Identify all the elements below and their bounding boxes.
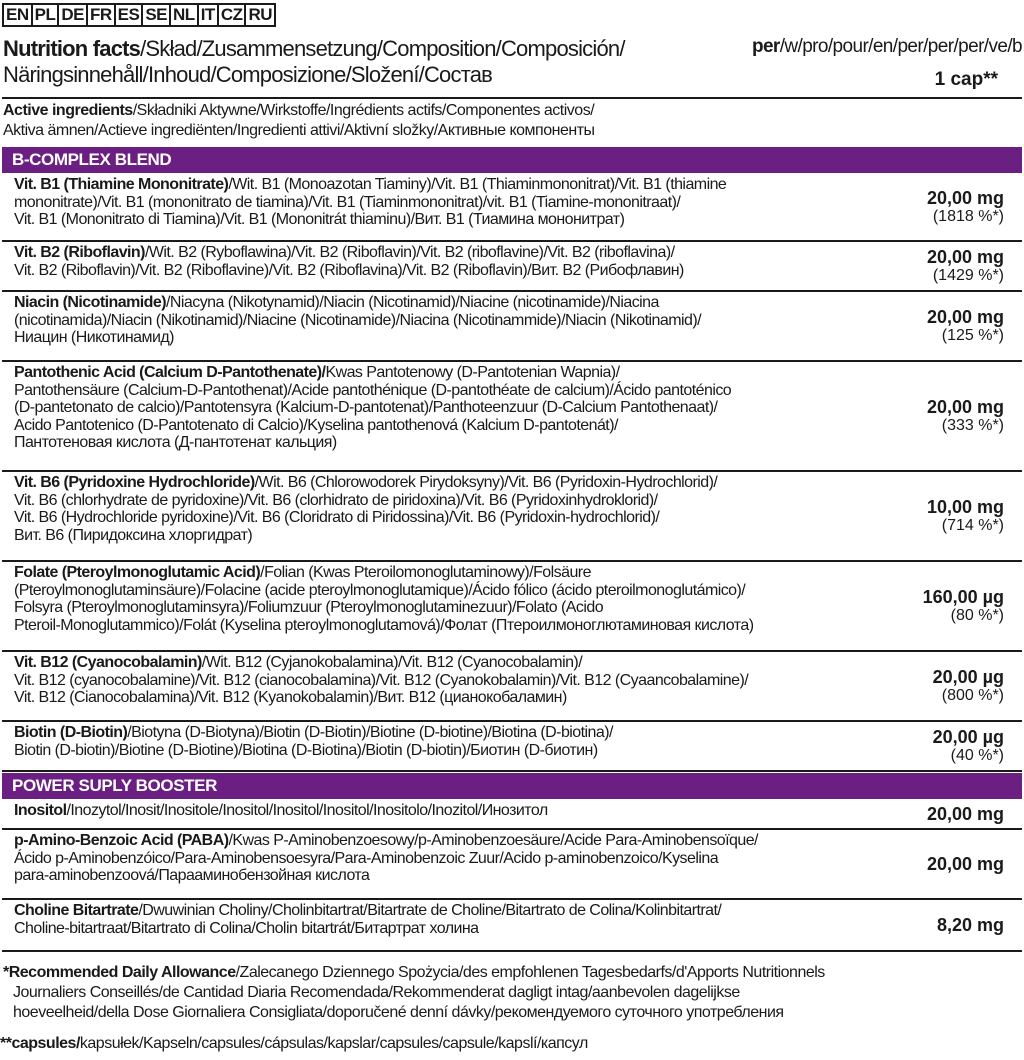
divider <box>2 97 1022 99</box>
footnote-bold: *Recommended Daily Allowance <box>3 964 236 981</box>
ingredient-name: Vit. B6 (Pyridoxine Hydrochloride) <box>14 474 255 491</box>
ingredient-translation: Vit. B1 (Mononitrato di Tiamina)/Vit. B1 (Mononitrát thiaminu)/Вит. B1 (Тиамина мононитрат) <box>14 211 625 228</box>
rda-percent: (714 %*) <box>941 517 1004 534</box>
ingredient-translation: Ácido p-Aminobenzóico/Para-Aminobensoesyra/Para-Aminobenzoic Zuur/Acido p-aminobenzoico/Kyselina <box>14 849 719 867</box>
ingredient-translation: para-aminobenzoová/Парааминобензойная кислота <box>14 867 370 884</box>
ingredient-text <box>14 244 894 279</box>
amount-value: 20,00 µg <box>932 727 1004 747</box>
ingredient-text <box>14 474 894 544</box>
rda-percent: (1429 %*) <box>932 267 1004 284</box>
ingredient-text <box>14 902 894 937</box>
section-band-b-complex: B-COMPLEX BLEND <box>2 147 1022 173</box>
amount-value: 20,00 µg <box>932 667 1004 687</box>
ingredient-translation: mononitrate)/Vit. B1 (mononitrato de tiamina)/Vit. B1 (Tiaminmononitrat)/vit. B1 (Tiamine-mononitraat)/ <box>14 193 681 211</box>
amount-value: 20,00 mg <box>926 397 1004 417</box>
ingredient-translation: Vit. B12 (Cianocobalamina)/Vit. B12 (Kyanokobalamin)/Вит. B12 (цианокобаламин) <box>14 689 567 706</box>
ingredient-text <box>14 564 894 634</box>
ingredient-translation: Pteroil-Monoglutammico)/Folát (Kyselina pteroylmonoglutamová)/Фолат (Птероилмоноглютаминовая кислота) <box>14 616 754 634</box>
ingredient-row <box>2 562 1022 652</box>
ingredient-row <box>2 830 1022 900</box>
amount-cell <box>937 915 1004 935</box>
footnote-rda <box>3 963 1018 1023</box>
footnote-line1: /Zalecanego Dziennego Spożycia/des empfohlenen Tagesbedarfs/d'Apports Nutritionnels <box>235 964 825 981</box>
ingredient-name: p-Amino-Benzoic Acid (PABA) <box>14 832 229 849</box>
active-line1: /Składniki Aktywne/Wirkstoffe/Ingrédients actifs/Componentes activos/ <box>132 102 595 119</box>
ingredient-text <box>14 832 894 885</box>
amount-value: 160,00 µg <box>922 587 1004 607</box>
ingredient-row <box>2 242 1022 292</box>
ingredient-text <box>14 176 894 229</box>
ingredient-translation: /Wit. B2 (Ryboflawina)/Vit. B2 (Riboflavin)/Vit. B2 (riboflavine)/Vit. B2 (riboflavina)/ <box>144 244 675 261</box>
lang-code: RU <box>244 3 276 27</box>
ingredient-translation: Pantothensäure (Calcium-D-Pantothenat)/Acide pantothénique (D-pantothéate de calcium)/Ácido pantoténico <box>14 381 732 399</box>
ingredient-name: Vit. B2 (Riboflavin) <box>14 244 145 261</box>
ingredient-text <box>14 364 894 452</box>
lang-code: SE <box>141 3 171 27</box>
amount-value: 10,00 mg <box>926 497 1004 517</box>
section-band-power-booster: POWER SUPLY BOOSTER <box>2 773 1022 799</box>
ingredient-translation: Vit. B12 (cyanocobalamine)/Vit. B12 (cianocobalamina)/Vit. B12 (Cyanokobalamin)/Vit. B12 (Cyaancobalamine)/ <box>14 671 749 689</box>
ingredient-translation: Vit. B6 (Hydrochloride pyridoxine)/Vit. B6 (Cloridrato di Piridossina)/Vit. B6 (Pyridoxin-hydrochlorid)/ <box>14 509 660 526</box>
rda-percent: (80 %*) <box>950 607 1004 624</box>
lang-code: ES <box>114 3 144 27</box>
rda-percent: (125 %*) <box>941 327 1004 344</box>
capsules-bold: **capsules/ <box>0 1035 80 1052</box>
rda-percent: (333 %*) <box>941 417 1004 434</box>
amount-cell <box>927 397 1004 435</box>
ingredient-name: Folate (Pteroylmonoglutamic Acid) <box>14 564 261 581</box>
ingredient-text <box>14 654 894 707</box>
ingredient-translation: /Biotyna (D-Biotyna)/Biotin (D-Biotin)/Biotine (D-biotine)/Biotina (D-biotina)/ <box>127 724 613 741</box>
title-line2: Näringsinnehåll/Inhoud/Composizione/Složení/Состав <box>3 62 493 87</box>
ingredient-name: Choline Bitartrate <box>14 902 139 919</box>
ingredient-row <box>2 800 1022 830</box>
amount-cell <box>927 804 1004 824</box>
ingredient-translation: Biotin (D-biotin)/Biotine (D-Biotine)/Biotina (D-Biotina)/Biotin (D-biotin)/Биотин (D-биотин) <box>14 741 598 759</box>
amount-cell <box>927 307 1004 345</box>
ingredient-translation: Acido Pantotenico (D-Pantotenato di Calcio)/Kyselina pantothenová (Kalcium D-pantotenát)/ <box>14 416 618 434</box>
active-ingredients-header <box>3 101 1018 141</box>
amount-value: 20,00 mg <box>926 804 1004 824</box>
ingredient-translation: /Kwas P-Aminobenzoesowy/p-Aminobenzoesäure/Acide Para-Aminobensoïque/ <box>228 832 758 849</box>
amount-cell <box>927 188 1004 226</box>
ingredient-translation: Пантотеновая кислота (Д-пантотенат кальция) <box>14 434 337 451</box>
ingredient-name: Pantothenic Acid (Calcium D-Pantothenate)/ <box>14 364 326 381</box>
ingredient-row <box>2 652 1022 722</box>
ingredient-translation: Vit. B2 (Riboflavin)/Vit. B2 (Riboflavine)/Vit. B2 (Riboflavina)/Vit. B2 (Riboflavin)/Вит. B2 (Рибофлавин) <box>14 261 684 279</box>
ingredient-row <box>2 292 1022 362</box>
footnote-capsules <box>0 1035 588 1053</box>
ingredient-row <box>2 362 1022 472</box>
ingredient-translation: (Pteroylmonoglutaminsäure)/Folacine (acide pteroylmonoglutamique)/Ácido fólico (ácido pteroilmonoglutámico)/ <box>14 581 746 599</box>
page-title <box>3 36 723 88</box>
ingredient-translation: Vit. B6 (chlorhydrate de pyridoxine)/Vit. B6 (clorhidrato de piridoxina)/Vit. B6 (Pyridoxinhydroklorid)/ <box>14 491 658 509</box>
ingredient-translation: /Wit. B6 (Chlorowodorek Pirydoksyny)/Vit. B6 (Pyridoxin-Hydrochlorid)/ <box>254 474 718 491</box>
ingredient-text <box>14 724 894 759</box>
ingredient-translation: /Dwuwinian Choliny/Cholinbitartrat/Bitartrate de Choline/Bitartrato de Colina/Kolinbitartrat/ <box>138 902 722 919</box>
amount-value: 20,00 mg <box>926 247 1004 267</box>
lang-code: FR <box>86 3 116 27</box>
ingredient-name: Vit. B12 (Cyanocobalamin) <box>14 654 202 671</box>
amount-cell <box>927 497 1004 535</box>
title-bold: Nutrition facts <box>3 36 141 61</box>
amount-value: 20,00 mg <box>926 307 1004 327</box>
ingredient-text <box>14 294 894 347</box>
lang-code: DE <box>57 3 88 27</box>
ingredient-translation: (nicotinamida)/Niacin (Nikotinamid)/Niacine (Nicotinamide)/Niacina (Nicotinammide)/Niacin (Nikotinamid)/ <box>14 311 702 329</box>
ingredient-name: Biotin (D-Biotin) <box>14 724 128 741</box>
ingredient-translation: /Wit. B1 (Monoazotan Tiaminy)/Vit. B1 (Thiaminmononitrat)/Vit. B1 (thiamine <box>228 176 727 193</box>
ingredient-row <box>2 900 1022 952</box>
lang-code: IT <box>197 3 219 27</box>
ingredient-translation: Folsyra (Pteroylmonoglutaminsyra)/Foliumzuur (Pteroylmonoglutaminezuur)/Folato (Acido <box>14 599 604 616</box>
lang-code: EN <box>2 3 33 27</box>
rda-percent: (800 %*) <box>941 687 1004 704</box>
ingredient-row <box>2 472 1022 562</box>
amount-cell <box>923 587 1004 625</box>
per-bold: per <box>751 36 780 57</box>
per-header <box>752 36 1022 58</box>
serving-size: 1 cap** <box>934 69 998 90</box>
title-line1: /Skład/Zusammensetzung/Composition/Composición/ <box>140 36 625 61</box>
ingredient-name: Inositol <box>14 802 67 819</box>
ingredient-translation: (D-pantetonato de calcio)/Pantotensyra (Kalcium-D-pantotenat)/Panthoteenzuur (D-Calcium Pantothenaat)/ <box>14 399 718 416</box>
ingredient-name: Vit. B1 (Thiamine Mononitrate) <box>14 176 229 193</box>
amount-cell <box>927 854 1004 874</box>
ingredient-translation: Ниацин (Никотинамид) <box>14 329 174 346</box>
ingredient-translation: /Inozytol/Inosit/Inositole/Inositol/Inositol/Inositol/Inositolo/Inozitol/Инозитол <box>66 802 548 819</box>
lang-code: PL <box>31 3 60 27</box>
active-bold: Active ingredients <box>3 102 133 119</box>
ingredient-translation: Choline-bitartraat/Bitartrato di Colina/Cholin bitartrát/Битартрат холина <box>14 919 479 937</box>
ingredient-translation: /Niacyna (Nikotynamid)/Niacin (Nicotinamid)/Niacine (nicotinamide)/Niacina <box>166 294 659 311</box>
amount-value: 20,00 mg <box>926 188 1004 208</box>
ingredient-row <box>2 174 1022 242</box>
ingredient-text <box>14 802 894 820</box>
footnote-line3: hoeveelheid/della Dose Giornaliera Consigliata/doporučené denní dávky/рекомендуемого суточного употребления <box>13 1004 784 1021</box>
rda-percent: (40 %*) <box>950 747 1004 764</box>
capsules-rest: kapsułek/Kapseln/capsules/cápsulas/kapslar/capsules/capsule/kapslí/капсул <box>79 1035 588 1052</box>
active-line2: Aktiva ämnen/Actieve ingrediënten/Ingredienti attivi/Aktivní složky/Активные компоненты <box>3 122 595 139</box>
ingredient-translation: Kwas Pantotenowy (D-Pantotenian Wapnia)/ <box>325 364 620 381</box>
ingredient-row <box>2 722 1022 772</box>
rda-percent: (1818 %*) <box>932 208 1004 225</box>
language-codes <box>2 3 274 27</box>
ingredient-translation: Вит. B6 (Пиридоксина хлоргидрат) <box>14 526 253 544</box>
lang-code: NL <box>169 3 199 27</box>
ingredient-name: Niacin (Nicotinamide) <box>14 294 167 311</box>
amount-cell <box>927 247 1004 285</box>
amount-cell <box>933 667 1004 705</box>
amount-value: 20,00 mg <box>926 854 1004 874</box>
amount-cell <box>933 727 1004 765</box>
ingredient-translation: /Wit. B12 (Cyjanokobalamina)/Vit. B12 (Cyanocobalamin)/ <box>201 654 583 671</box>
amount-value: 8,20 mg <box>936 915 1004 935</box>
lang-code: CZ <box>217 3 247 27</box>
per-rest: /w/pro/pour/en/per/per/per/ve/b <box>779 36 1022 57</box>
footnote-line2: Journaliers Conseillés/de Cantidad Diaria Recomendada/Rekommenderat dagligt intag/aanbevolen dagelijkse <box>13 984 740 1001</box>
ingredient-translation: /Folian (Kwas Pteroilomonoglutaminowy)/Folsäure <box>260 564 591 581</box>
